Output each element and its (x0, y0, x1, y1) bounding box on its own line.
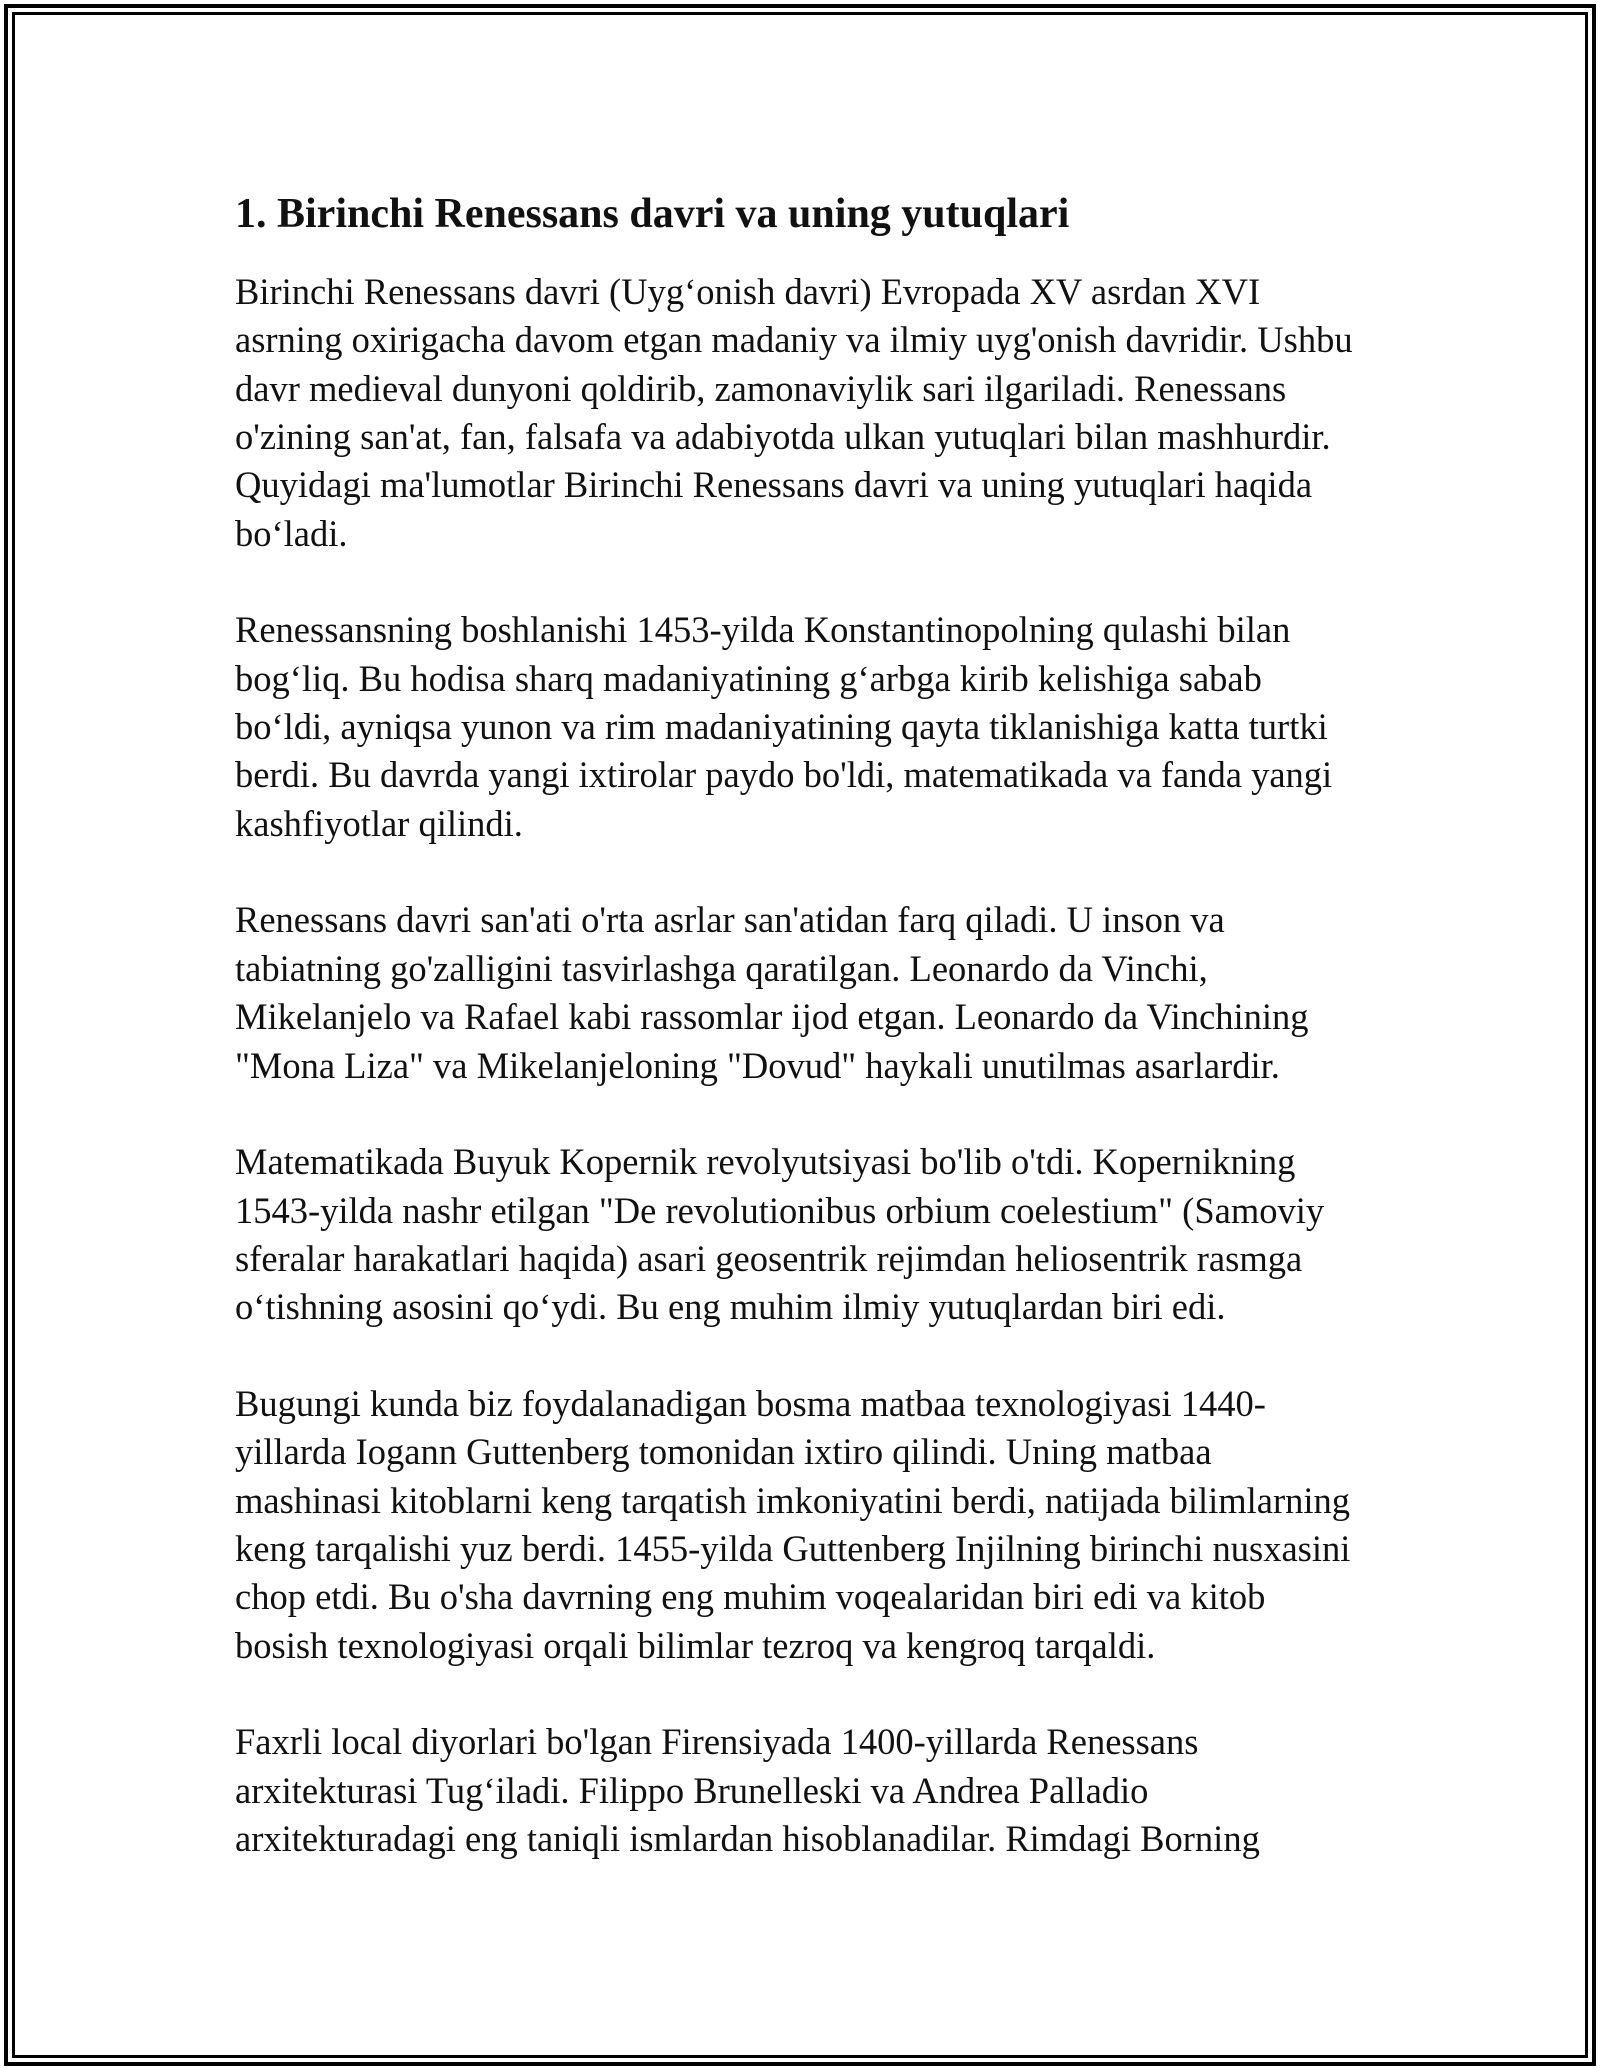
paragraph-line: Mikelanjelo va Rafael kabi rassomlar ijod etgan. Leonardo da Vinchining (235, 996, 1309, 1038)
paragraph-line: asrning oxirigacha davom etgan madaniy va ilmiy uyg'onish davridir. Ushbu (235, 319, 1353, 361)
paragraph-line: berdi. Bu davrda yangi ixtirolar paydo bo'ldi, matematikada va fanda yangi (235, 754, 1333, 796)
paragraph-line: "Mona Liza" va Mikelanjeloning "Dovud" haykali unutilmas asarlardir. (235, 1044, 1280, 1086)
paragraph-line: Quyidagi ma'lumotlar Birinchi Renessans davri va uning yutuqlari haqida (235, 464, 1313, 506)
paragraph-line: Faxrli local diyorlari bo'lgan Firensiyada 1400-yillarda Renessans (235, 1721, 1199, 1763)
paragraph-line: mashinasi kitoblarni keng tarqatish imkoniyatini berdi, natijada bilimlarning (235, 1479, 1351, 1521)
paragraph-line: tabiatning go'zalligini tasvirlashga qaratilgan. Leonardo da Vinchi, (235, 947, 1208, 989)
paragraph-line: bosish texnologiyasi orqali bilimlar tezroq va kengroq tarqaldi. (235, 1624, 1156, 1666)
paragraph-6 (235, 1718, 1353, 1863)
paragraph-4 (235, 1138, 1353, 1331)
paragraph-line: yillarda Iogann Guttenberg tomonidan ixtiro qilindi. Uning matbaa (235, 1431, 1212, 1473)
document-body (235, 186, 1353, 1912)
paragraph-line: keng tarqalishi yuz berdi. 1455-yilda Guttenberg Injilning birinchi nusxasini (235, 1527, 1351, 1569)
paragraph-2 (235, 606, 1353, 848)
paragraph-line: o'zining san'at, fan, falsafa va adabiyotda ulkan yutuqlari bilan mashhurdir. (235, 416, 1331, 458)
paragraph-line: arxitekturadagi eng taniqli ismlardan hisoblanadilar. Rimdagi Borning (235, 1818, 1260, 1859)
paragraph-line: Bugungi kunda biz foydalanadigan bosma matbaa texnologiyasi 1440- (235, 1382, 1266, 1424)
paragraph-line: Matematikada Buyuk Kopernik revolyutsiyasi bo'lib o'tdi. Kopernikning (235, 1141, 1296, 1183)
paragraph-line: Renessansning boshlanishi 1453-yilda Konstantinopolning qulashi bilan (235, 609, 1291, 651)
paragraph-line: chop etdi. Bu o'sha davrning eng muhim voqealaridan biri edi va kitob (235, 1576, 1266, 1618)
paragraph-line: o‘tishning asosini qo‘ydi. Bu eng muhim ilmiy yutuqlardan biri edi. (235, 1286, 1226, 1328)
paragraph-line: kashfiyotlar qilindi. (235, 802, 523, 844)
paragraph-3 (235, 896, 1353, 1089)
paragraph-line: Birinchi Renessans davri (Uyg‘onish davri) Evropada XV asrdan XVI (235, 271, 1261, 312)
paragraph-line: Renessans davri san'ati o'rta asrlar san'atidan farq qiladi. U inson va (235, 899, 1225, 941)
paragraph-line: bo‘ladi. (235, 512, 348, 554)
paragraph-line: bo‘ldi, ayniqsa yunon va rim madaniyatining qayta tiklanishiga katta turtki (235, 706, 1328, 748)
paragraph-5 (235, 1380, 1353, 1670)
section-heading: 1. Birinchi Renessans davri va uning yutuqlari (235, 191, 1070, 237)
paragraph-line: bog‘liq. Bu hodisa sharq madaniyatining g‘arbga kirib kelishiga sabab (235, 657, 1262, 699)
paragraph-line: davr medieval dunyoni qoldirib, zamonaviylik sari ilgariladi. Renessans (235, 367, 1287, 409)
paragraph-1 (235, 268, 1353, 558)
paragraph-line: 1543-yilda nashr etilgan "De revolutionibus orbium coelestium" (Samoviy (235, 1189, 1325, 1231)
paragraph-line: sferalar harakatlari haqida) asari geosentrik rejimdan heliosentrik rasmga (235, 1237, 1303, 1279)
paragraph-line: arxitekturasi Tug‘iladi. Filippo Brunelleski va Andrea Palladio (235, 1769, 1149, 1811)
